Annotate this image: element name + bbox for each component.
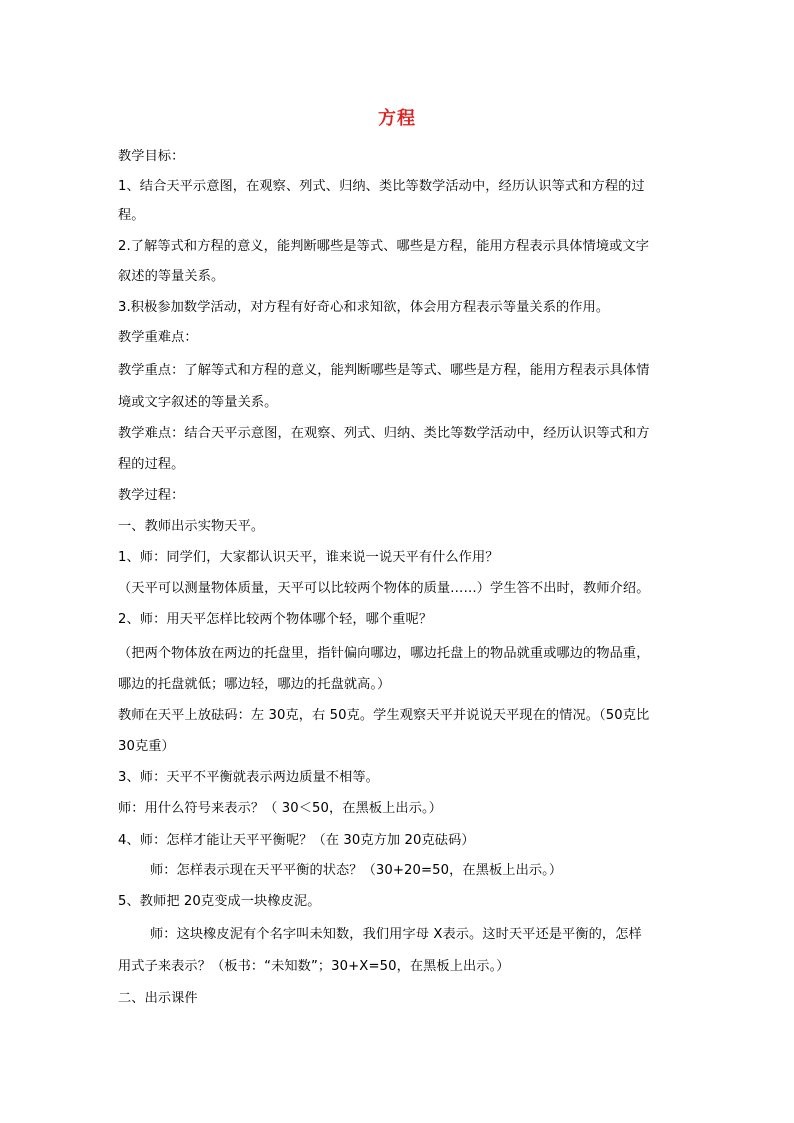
paragraph-line: 1、师：同学们，大家都认识天平，谁来说一说天平有什么作用？ bbox=[118, 550, 499, 565]
paragraph-line: 师：这块橡皮泥有个名字叫未知数，我们用字母 X表示。这时天平还是平衡的，怎样 bbox=[150, 927, 642, 942]
document-title: 方程 bbox=[378, 108, 416, 129]
paragraph-line: 1、结合天平示意图，在观察、列式、归纳、类比等数学活动中，经历认识等式和方程的过 bbox=[118, 179, 645, 194]
paragraph-line: 教学重难点： bbox=[118, 330, 198, 345]
paragraph-line: 境或文字叙述的等量关系。 bbox=[118, 395, 278, 410]
paragraph-line: 教学难点：结合天平示意图，在观察、列式、归纳、类比等数学活动中，经历认识等式和方 bbox=[118, 426, 650, 441]
paragraph-line: 叙述的等量关系。 bbox=[118, 269, 225, 284]
paragraph-line: （把两个物体放在两边的托盘里，指针偏向哪边，哪边托盘上的物品就重或哪边的物品重， bbox=[118, 646, 650, 661]
paragraph-line: 4、师：怎样才能让天平平衡呢？（在 30克方加 20克砝码） bbox=[118, 833, 475, 848]
paragraph-line: 教师在天平上放砝码：左 30克，右 50克。学生观察天平并说说天平现在的情况。（50克比 bbox=[118, 708, 650, 723]
paragraph-line: 2、师：用天平怎样比较两个物体哪个轻，哪个重呢？ bbox=[118, 612, 433, 627]
paragraph-line: 教学目标： bbox=[118, 149, 185, 164]
paragraph-line: 程。 bbox=[118, 208, 145, 223]
paragraph-line: 2.了解等式和方程的意义，能判断哪些是等式、哪些是方程，能用方程表示具体情境或文字 bbox=[118, 239, 649, 254]
paragraph-line: 师：怎样表示现在天平平衡的状态？（30+20=50，在黑板上出示。） bbox=[150, 863, 563, 878]
paragraph-line: 二、出示课件 bbox=[118, 991, 198, 1006]
paragraph-line: 程的过程。 bbox=[118, 457, 185, 472]
paragraph-line: 师：用什么符号来表示？（ 30＜50，在黑板上出示。） bbox=[118, 801, 442, 816]
paragraph-line: 30克重） bbox=[118, 739, 175, 754]
paragraph-line: 教学重点：了解等式和方程的意义，能判断哪些是等式、哪些是方程，能用方程表示具体情 bbox=[118, 363, 650, 378]
paragraph-line: 5、教师把 20克变成一块橡皮泥。 bbox=[118, 894, 321, 909]
paragraph-line: 哪边的托盘就低；哪边轻，哪边的托盘就高。） bbox=[118, 677, 391, 692]
paragraph-line: 用式子来表示？（板书：“未知数”；30+X=50，在黑板上出示。） bbox=[118, 959, 510, 974]
paragraph-line: 3、师：天平不平衡就表示两边质量不相等。 bbox=[118, 770, 379, 785]
paragraph-line: 教学过程： bbox=[118, 488, 185, 503]
paragraph-line: 3.积极参加数学活动，对方程有好奇心和求知欲，体会用方程表示等量关系的作用。 bbox=[118, 300, 610, 315]
paragraph-line: 一、教师出示实物天平。 bbox=[118, 519, 265, 534]
paragraph-line: （天平可以测量物体质量，天平可以比较两个物体的质量……）学生答不出时，教师介绍。 bbox=[118, 581, 650, 596]
